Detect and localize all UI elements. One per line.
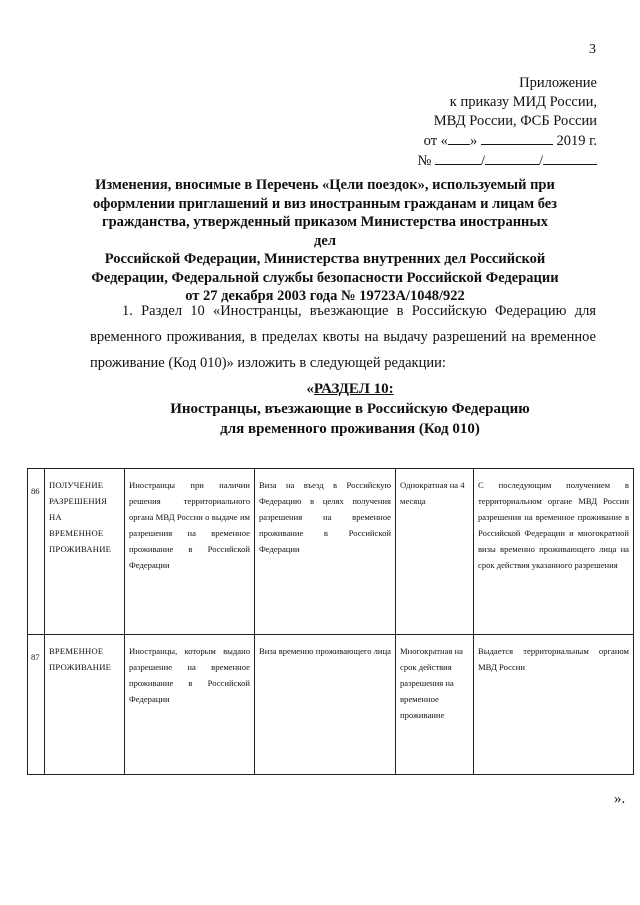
row-number: 86 — [28, 469, 45, 635]
category-cell: Иностранцы, которым выдано разрешение на временное проживание в Российской Федерации — [125, 635, 255, 775]
document-title: Изменения, вносимые в Перечень «Цели поездок», используемый при оформлении приглашений и виз иностранным гражданам и лицам без гражданства, утвержденный приказом Министерства иностранных дел Российской Федерации, Министерства внутренних дел Российской Федерации, Федеральной службы безопасности Российской Федерации от 27 декабря 2003 года № 19723А/1048/922 — [91, 177, 559, 304]
note-cell: Выдается территориальным органом МВД России — [474, 635, 634, 775]
amendment-paragraph: 1. Раздел 10 «Иностранцы, въезжающие в Российскую Федерацию для временного проживания, в пределах квоты на выдачу разрешений на временное проживание (Код 010)» изложить в следующей редакции: — [90, 303, 596, 371]
closing-quote: ». — [614, 791, 626, 807]
table-row — [28, 635, 634, 775]
number-blank-1 — [435, 151, 481, 165]
appendix-block — [337, 74, 597, 171]
number-blank-2 — [485, 151, 539, 165]
appendix-agencies: МВД России, ФСБ России — [433, 113, 597, 129]
appendix-title: Приложение — [519, 75, 597, 91]
note-cell: С последующим получением в территориальном органе МВД России разрешения на временное проживание в Российской Федерации и многократной визы временно проживающего лица на срок действия указанного разрешения — [474, 469, 634, 635]
date-day-blank — [448, 131, 470, 145]
section-heading — [120, 379, 580, 439]
section-subtitle-1: Иностранцы, въезжающие в Российскую Федерацию — [170, 401, 530, 417]
page-number: 3 — [589, 42, 596, 57]
validity-cell: Многократная на срок действия разрешения на временное проживание — [396, 635, 474, 775]
visa-purpose-table — [27, 468, 634, 775]
number-blank-3 — [543, 151, 597, 165]
section-label: «РАЗДЕЛ 10: — [306, 381, 394, 397]
purpose-cell: ПОЛУЧЕНИЕ РАЗРЕШЕНИЯ НА ВРЕМЕННОЕ ПРОЖИВАНИЕ — [45, 469, 125, 635]
table-row — [28, 469, 634, 635]
category-cell: Иностранцы при наличии решения территориального органа МВД России о выдаче им разрешения на временное проживание в Российской Федерации — [125, 469, 255, 635]
section-subtitle-2: для временного проживания (Код 010) — [220, 421, 480, 437]
purpose-cell: ВРЕМЕННОЕ ПРОЖИВАНИЕ — [45, 635, 125, 775]
appendix-date-line: от « » 2019 г. — [423, 133, 597, 149]
row-number: 87 — [28, 635, 45, 775]
visa-cell: Виза временно проживающего лица — [255, 635, 396, 775]
visa-cell: Виза на въезд в Российскую Федерацию в целях получения разрешения на временное проживание в Российской Федерации — [255, 469, 396, 635]
date-month-blank — [481, 131, 553, 145]
appendix-number-line: № / / — [337, 151, 597, 171]
appendix-order-ref: к приказу МИД России, — [449, 94, 597, 110]
validity-cell: Однократная на 4 месяца — [396, 469, 474, 635]
